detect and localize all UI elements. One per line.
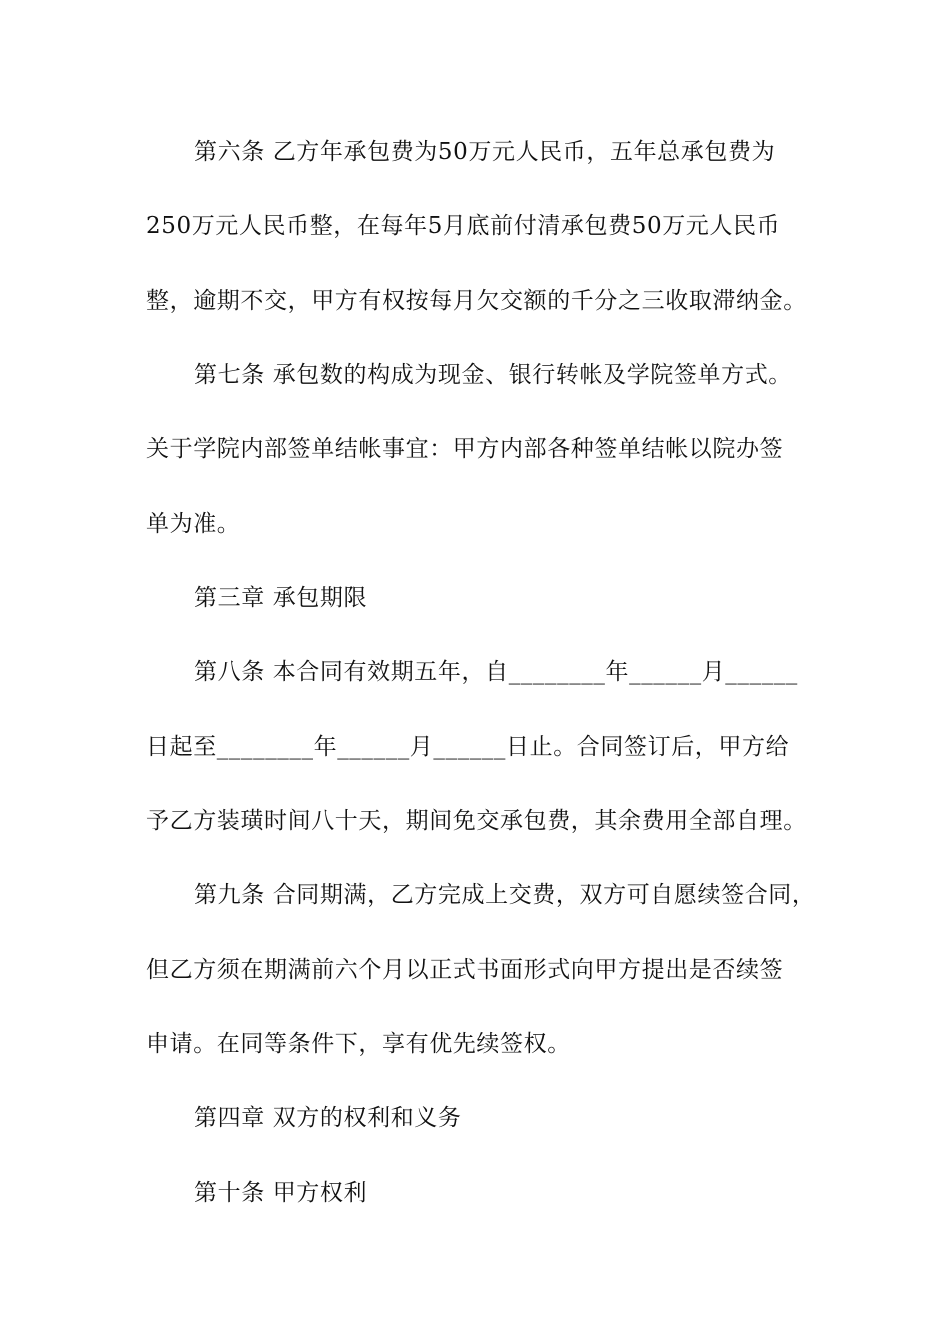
article-8-line-1: 第八条 本合同有效期五年，自________年______月______ bbox=[194, 659, 798, 685]
article-7-line-1: 第七条 承包数的构成为现金、银行转帐及学院签单方式。 bbox=[194, 362, 792, 388]
article-6-line-1: 第六条 乙方年承包费为50万元人民币，五年总承包费为 bbox=[194, 139, 776, 165]
article-8-line-3: 予乙方装璜时间八十天，期间免交承包费，其余费用全部自理。 bbox=[146, 808, 807, 834]
article-9-line-3: 申请。在同等条件下，享有优先续签权。 bbox=[146, 1031, 571, 1057]
article-9-line-1: 第九条 合同期满，乙方完成上交费，双方可自愿续签合同， bbox=[194, 882, 816, 908]
article-9-line-2: 但乙方须在期满前六个月以正式书面形式向甲方提出是否续签 bbox=[146, 957, 784, 983]
article-6-line-3: 整，逾期不交，甲方有权按每月欠交额的千分之三收取滞纳金。 bbox=[146, 288, 807, 314]
chapter-3-heading: 第三章 承包期限 bbox=[194, 585, 368, 611]
article-8-line-2: 日起至________年______月______日止。合同签订后，甲方给 bbox=[146, 734, 790, 760]
article-6-line-2: 250万元人民币整，在每年5月底前付清承包费50万元人民币 bbox=[146, 213, 781, 239]
article-7-line-2: 关于学院内部签单结帐事宜：甲方内部各种签单结帐以院办签 bbox=[146, 436, 784, 462]
article-10-heading: 第十条 甲方权利 bbox=[194, 1180, 368, 1206]
chapter-4-heading: 第四章 双方的权利和义务 bbox=[194, 1105, 462, 1131]
article-7-line-3: 单为准。 bbox=[146, 511, 241, 537]
